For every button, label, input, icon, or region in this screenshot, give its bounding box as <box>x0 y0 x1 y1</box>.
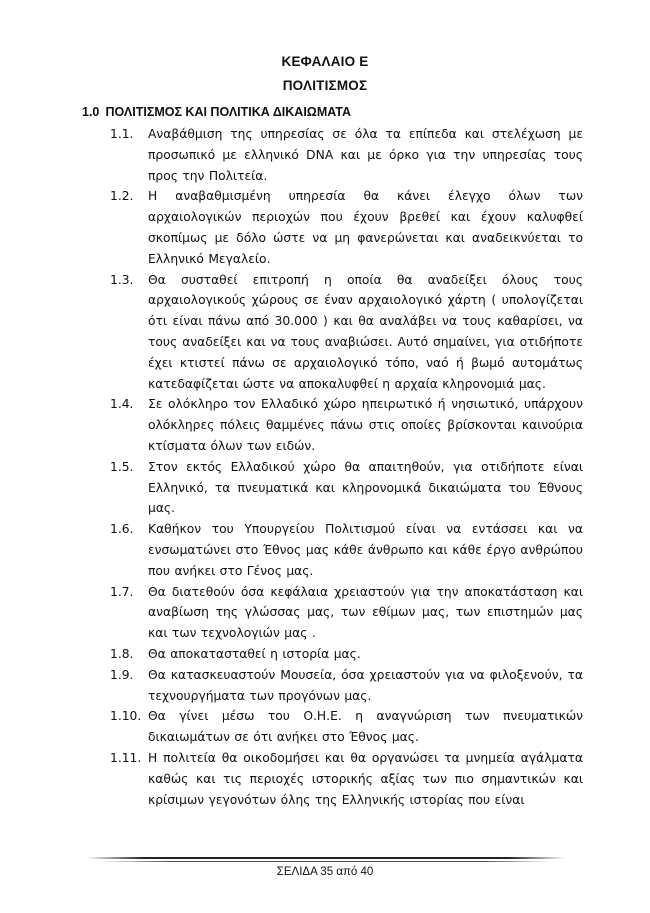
item-text: Η αναβαθμισμένη υπηρεσία θα κάνει έλεγχο όλων των αρχαιολογικών περιοχών που έχουν βρεθεί και έχουν καλυφθεί σκοπίμως με δόλο ώστε να μη φανερώνεται και αναδεικνύεται το Ελληνικό Μεγαλείο. <box>148 189 583 266</box>
list-item <box>0 582 650 644</box>
item-text: Αναβάθμιση της υπηρεσίας σε όλα τα επίπεδα και στελέχωση με προσωπικό με ελληνικό DNA και με όρκο για την υπηρεσίας τους προς την Πολιτεία. <box>148 127 583 183</box>
list-item <box>0 186 650 269</box>
item-number: 1.2. <box>110 189 134 204</box>
item-text: Θα διατεθούν όσα κεφάλαια χρειαστούν για την αποκατάσταση και αναβίωση της γλώσσας μας, των εθίμων μας, των επιστημών μας και των τεχνολογιών μας . <box>148 584 583 641</box>
item-text: Στον εκτός Ελλαδικού χώρο θα απαιτηθούν, για οτιδήποτε είναι Ελληνικό, τα πνευματικά και κληρονομικά δικαιώματα του Έθνους μας. <box>148 459 583 516</box>
item-number: 1.3. <box>110 272 134 287</box>
list-item <box>0 457 650 519</box>
section-number: 1.0 <box>82 105 100 119</box>
item-text: Θα αποκατασταθεί η ιστορία μας. <box>148 646 361 661</box>
item-text: Καθήκον του Υπουργείου Πολιτισμού είναι να εντάσσει και να ενσωματώνει στο Έθνος μας κάθε άνθρωπο και κάθε έργο ανθρώπου που ανήκει στο Γένος μας. <box>148 522 583 578</box>
item-text: Θα γίνει μέσω του Ο.Η.Ε. η αναγνώριση των πνευματικών δικαιωμάτων σε ότι ανήκει στο Έθνος μας. <box>148 709 583 745</box>
list-item <box>0 270 650 395</box>
footer-divider-thin <box>100 861 552 862</box>
item-text: Σε ολόκληρο τον Ελλαδικό χώρο ηπειρωτικό ή νησιωτικό, υπάρχουν ολόκληρες πόλεις θαμμένες πάνω στις οποίες βρίσκονται καινούρια κτίσματα όλων των ειδών. <box>148 397 583 453</box>
section-title: ΠΟΛΙΤΙΣΜΟΣ ΚΑΙ ΠΟΛΙΤΙΚΑ ΔΙΚΑΙΩΜΑΤΑ <box>105 105 351 119</box>
item-number: 1.7. <box>110 584 134 599</box>
footer-divider <box>86 857 566 859</box>
list-item <box>0 519 650 581</box>
item-number: 1.11. <box>110 750 142 765</box>
list-item <box>0 124 650 186</box>
chapter-title: ΠΟΛΙΤΙΣΜΟΣ <box>282 78 368 93</box>
item-number: 1.10. <box>110 709 142 724</box>
item-number: 1.8. <box>110 646 134 661</box>
item-text: Θα συσταθεί επιτροπή η οποία θα αναδείξει όλους τους αρχαιολογικούς χώρους σε έναν αρχαιολογικό χάρτη ( υπολογίζεται ότι είναι πάνω από 30.000 ) και θα αναλάβει να τους καθαρίσει, να τους αναδείξει και να τους αναβιώσει. Αυτό σημαίνει, για οτιδήποτε έχει κτιστεί πάνω σε αρχαιολογικό τόπο, ναό ή βωμό αυτομάτως κατεδαφίζεται ώστε να αποκαλυφθεί η αρχαία κληρονομιά μας. <box>148 272 583 391</box>
list-item <box>0 706 650 748</box>
item-number: 1.4. <box>110 397 134 412</box>
item-list <box>0 124 650 810</box>
chapter-heading: ΚΕΦΑΛΑΙΟ Ε <box>281 54 369 69</box>
item-number: 1.9. <box>110 667 134 682</box>
list-item <box>0 644 650 665</box>
item-text: Η πολιτεία θα οικοδομήσει και θα οργανώσει τα μνημεία αγάλματα καθώς και τις περιοχές ιστορικής αξίας των πιο σημαντικών και κρίσιμων γεγονότων όλης της Ελληνικής ιστορίας που είναι <box>148 750 583 807</box>
item-number: 1.1. <box>110 127 134 141</box>
list-item <box>0 394 650 456</box>
page-number: ΣΕΛΙΔΑ 35 από 40 <box>276 866 374 878</box>
item-number: 1.5. <box>110 459 134 474</box>
list-item <box>0 748 650 810</box>
item-text: Θα κατασκευαστούν Μουσεία, όσα χρειαστούν για να φιλοξενούν, τα τεχνουργήματα των προγόνων μας. <box>148 667 583 703</box>
section-heading <box>82 105 351 119</box>
list-item <box>0 665 650 707</box>
item-number: 1.6. <box>110 522 134 537</box>
